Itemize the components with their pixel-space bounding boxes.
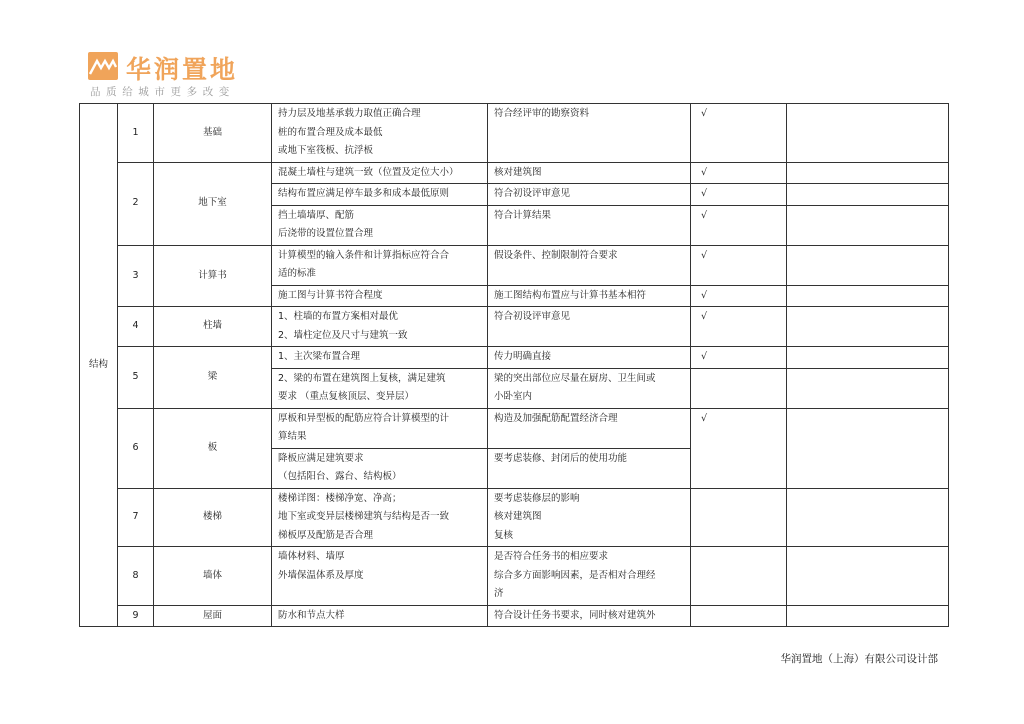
requirement-cell-line: 桩的布置合理及成本最低 xyxy=(278,126,383,138)
basis-cell xyxy=(488,408,691,448)
item-number: 7 xyxy=(118,488,154,547)
check-cell xyxy=(691,205,787,245)
item-name: 基础 xyxy=(154,104,272,163)
requirement-cell xyxy=(272,184,488,206)
requirement-cell-line: 厚板和异型板的配筋应符合计算模型的计 xyxy=(278,412,450,424)
basis-cell-line: 梁的突出部位应尽量在厨房、卫生间或 xyxy=(494,372,656,384)
requirement-cell xyxy=(272,605,488,627)
basis-cell xyxy=(488,488,691,547)
check-cell xyxy=(691,184,787,206)
item-number: 1 xyxy=(118,104,154,163)
requirement-cell-line: 墙体材料、墙厚 xyxy=(278,551,345,562)
basis-cell-line: 小卧室内 xyxy=(494,391,533,402)
basis-cell xyxy=(488,307,691,347)
basis-cell xyxy=(488,245,691,285)
requirement-cell-line: 要求 （重点复核顶层、变异层） xyxy=(278,391,415,402)
requirement-cell xyxy=(272,307,488,347)
item-number: 9 xyxy=(118,605,154,627)
requirement-cell xyxy=(272,245,488,285)
requirement-cell xyxy=(272,547,488,606)
check-cell xyxy=(691,347,787,369)
item-name: 梁 xyxy=(154,347,272,409)
basis-cell-line: 核对建筑图 xyxy=(494,511,542,522)
item-name: 地下室 xyxy=(154,162,272,245)
basis-cell-line: 传力明确直接 xyxy=(494,351,552,362)
requirement-cell-line: 混凝土墙柱与建筑一致（位置及定位大小） xyxy=(278,166,459,178)
requirement-cell xyxy=(272,448,488,488)
requirement-cell-line: 或地下室筏板、抗浮板 xyxy=(278,145,374,156)
basis-cell-line: 复核 xyxy=(494,529,514,541)
table-row xyxy=(80,547,949,606)
requirement-cell xyxy=(272,104,488,163)
basis-cell-line: 符合经评审的勘察资料 xyxy=(494,108,590,119)
requirement-cell-line: 2、梁的布置在建筑图上复核，满足建筑 xyxy=(278,372,446,384)
checkmark-icon: √ xyxy=(701,249,708,261)
item-name: 屋面 xyxy=(154,605,272,627)
remark-cell xyxy=(787,205,949,245)
basis-cell-line: 构造及加强配筋配置经济合理 xyxy=(494,412,618,424)
check-cell xyxy=(691,488,787,547)
item-name: 楼梯 xyxy=(154,488,272,547)
basis-cell-line: 核对建筑图 xyxy=(494,166,542,178)
requirement-cell-line: 挡土墙墙厚、配筋 xyxy=(278,209,355,221)
remark-cell xyxy=(787,347,949,369)
requirement-cell xyxy=(272,162,488,184)
table-row xyxy=(80,488,949,547)
remark-cell xyxy=(787,547,949,606)
basis-cell-line: 济 xyxy=(494,588,504,599)
requirement-cell-line: 施工图与计算书符合程度 xyxy=(278,289,383,301)
item-number: 8 xyxy=(118,547,154,606)
check-cell xyxy=(691,605,787,627)
basis-cell xyxy=(488,605,691,627)
requirement-cell-line: 持力层及地基承载力取值正确合理 xyxy=(278,108,421,119)
basis-cell xyxy=(488,547,691,606)
remark-cell xyxy=(787,162,949,184)
item-number: 6 xyxy=(118,408,154,488)
table-row xyxy=(80,162,949,184)
remark-cell xyxy=(787,408,949,488)
basis-cell-line: 符合初设评审意见 xyxy=(494,188,571,199)
check-cell xyxy=(691,368,787,408)
table-row xyxy=(80,104,949,163)
item-number: 2 xyxy=(118,162,154,245)
requirement-cell-line: 计算模型的输入条件和计算指标应符合合 xyxy=(278,249,450,261)
basis-cell-line: 综合多方面影响因素，是否相对合理经 xyxy=(494,569,656,581)
item-number: 5 xyxy=(118,347,154,409)
remark-cell xyxy=(787,307,949,347)
structure-review-table xyxy=(79,103,949,627)
requirement-cell-line: （包括阳台、露台、结构板） xyxy=(278,471,402,482)
requirement-cell-line: 外墙保温体系及厚度 xyxy=(278,569,364,581)
check-cell xyxy=(691,408,787,488)
basis-cell xyxy=(488,205,691,245)
basis-cell xyxy=(488,184,691,206)
basis-cell-line: 符合初设评审意见 xyxy=(494,311,571,322)
basis-cell-line: 要考虑装修层的影响 xyxy=(494,492,580,504)
remark-cell xyxy=(787,285,949,307)
requirement-cell xyxy=(272,368,488,408)
table-row xyxy=(80,347,949,369)
requirement-cell xyxy=(272,205,488,245)
basis-cell xyxy=(488,347,691,369)
remark-cell xyxy=(787,184,949,206)
remark-cell xyxy=(787,488,949,547)
checkmark-icon: √ xyxy=(701,108,708,119)
item-number: 4 xyxy=(118,307,154,347)
checkmark-icon: √ xyxy=(701,166,708,178)
item-name: 板 xyxy=(154,408,272,488)
basis-cell xyxy=(488,162,691,184)
remark-cell xyxy=(787,245,949,285)
basis-cell xyxy=(488,448,691,488)
checkmark-icon: √ xyxy=(701,188,708,199)
check-cell xyxy=(691,285,787,307)
category-cell: 结构 xyxy=(80,104,118,627)
requirement-cell-line: 楼梯详图：楼梯净宽、净高； xyxy=(278,492,402,504)
requirement-cell-line: 降板应满足建筑要求 xyxy=(278,452,364,464)
item-name: 计算书 xyxy=(154,245,272,307)
mountain-logo-icon xyxy=(88,52,118,80)
requirement-cell-line: 结构布置应满足停车最多和成本最低原则 xyxy=(278,188,450,199)
requirement-cell-line: 地下室或变异层楼梯建筑与结构是否一致 xyxy=(278,511,450,522)
checkmark-icon: √ xyxy=(701,412,708,424)
checkmark-icon: √ xyxy=(701,209,708,221)
requirement-cell-line: 梯板厚及配筋是否合理 xyxy=(278,529,374,541)
check-cell xyxy=(691,162,787,184)
basis-cell-line: 要考虑装修、封闭后的使用功能 xyxy=(494,452,628,464)
basis-cell xyxy=(488,285,691,307)
basis-cell xyxy=(488,368,691,408)
requirement-cell-line: 适的标准 xyxy=(278,268,317,279)
logo-slogan: 品质给城市更多改变 xyxy=(90,86,235,98)
check-cell xyxy=(691,547,787,606)
check-cell xyxy=(691,245,787,285)
remark-cell xyxy=(787,104,949,163)
requirement-cell xyxy=(272,488,488,547)
requirement-cell-line: 算结果 xyxy=(278,431,307,442)
item-name: 墙体 xyxy=(154,547,272,606)
table-row xyxy=(80,408,949,448)
check-cell xyxy=(691,104,787,163)
basis-cell-line: 符合设计任务书要求，同时核对建筑外 xyxy=(494,609,656,621)
check-cell xyxy=(691,307,787,347)
basis-cell-line: 施工图结构布置应与计算书基本相符 xyxy=(494,289,647,301)
requirement-cell-line: 2、墙柱定位及尺寸与建筑一致 xyxy=(278,329,408,341)
requirement-cell-line: 防水和节点大样 xyxy=(278,609,345,621)
remark-cell xyxy=(787,605,949,627)
footer-company: 华润置地（上海）有限公司设计部 xyxy=(780,653,938,665)
requirement-cell-line: 1、柱墙的布置方案相对最优 xyxy=(278,311,399,322)
checkmark-icon: √ xyxy=(701,311,708,322)
requirement-cell xyxy=(272,347,488,369)
basis-cell xyxy=(488,104,691,163)
basis-cell-line: 是否符合任务书的相应要求 xyxy=(494,551,609,562)
basis-cell-line: 符合计算结果 xyxy=(494,209,552,221)
table-row xyxy=(80,605,949,627)
requirement-cell xyxy=(272,408,488,448)
requirement-cell-line: 后浇带的设置位置合理 xyxy=(278,228,374,239)
basis-cell-line: 假设条件、控制限制符合要求 xyxy=(494,249,618,261)
table-row xyxy=(80,307,949,347)
table-row xyxy=(80,245,949,285)
requirement-cell-line: 1、主次梁布置合理 xyxy=(278,351,361,362)
item-number: 3 xyxy=(118,245,154,307)
requirement-cell xyxy=(272,285,488,307)
logo-name: 华润置地 xyxy=(126,55,239,84)
remark-cell xyxy=(787,368,949,408)
checkmark-icon: √ xyxy=(701,351,708,362)
item-name: 柱墙 xyxy=(154,307,272,347)
checkmark-icon: √ xyxy=(701,289,708,301)
